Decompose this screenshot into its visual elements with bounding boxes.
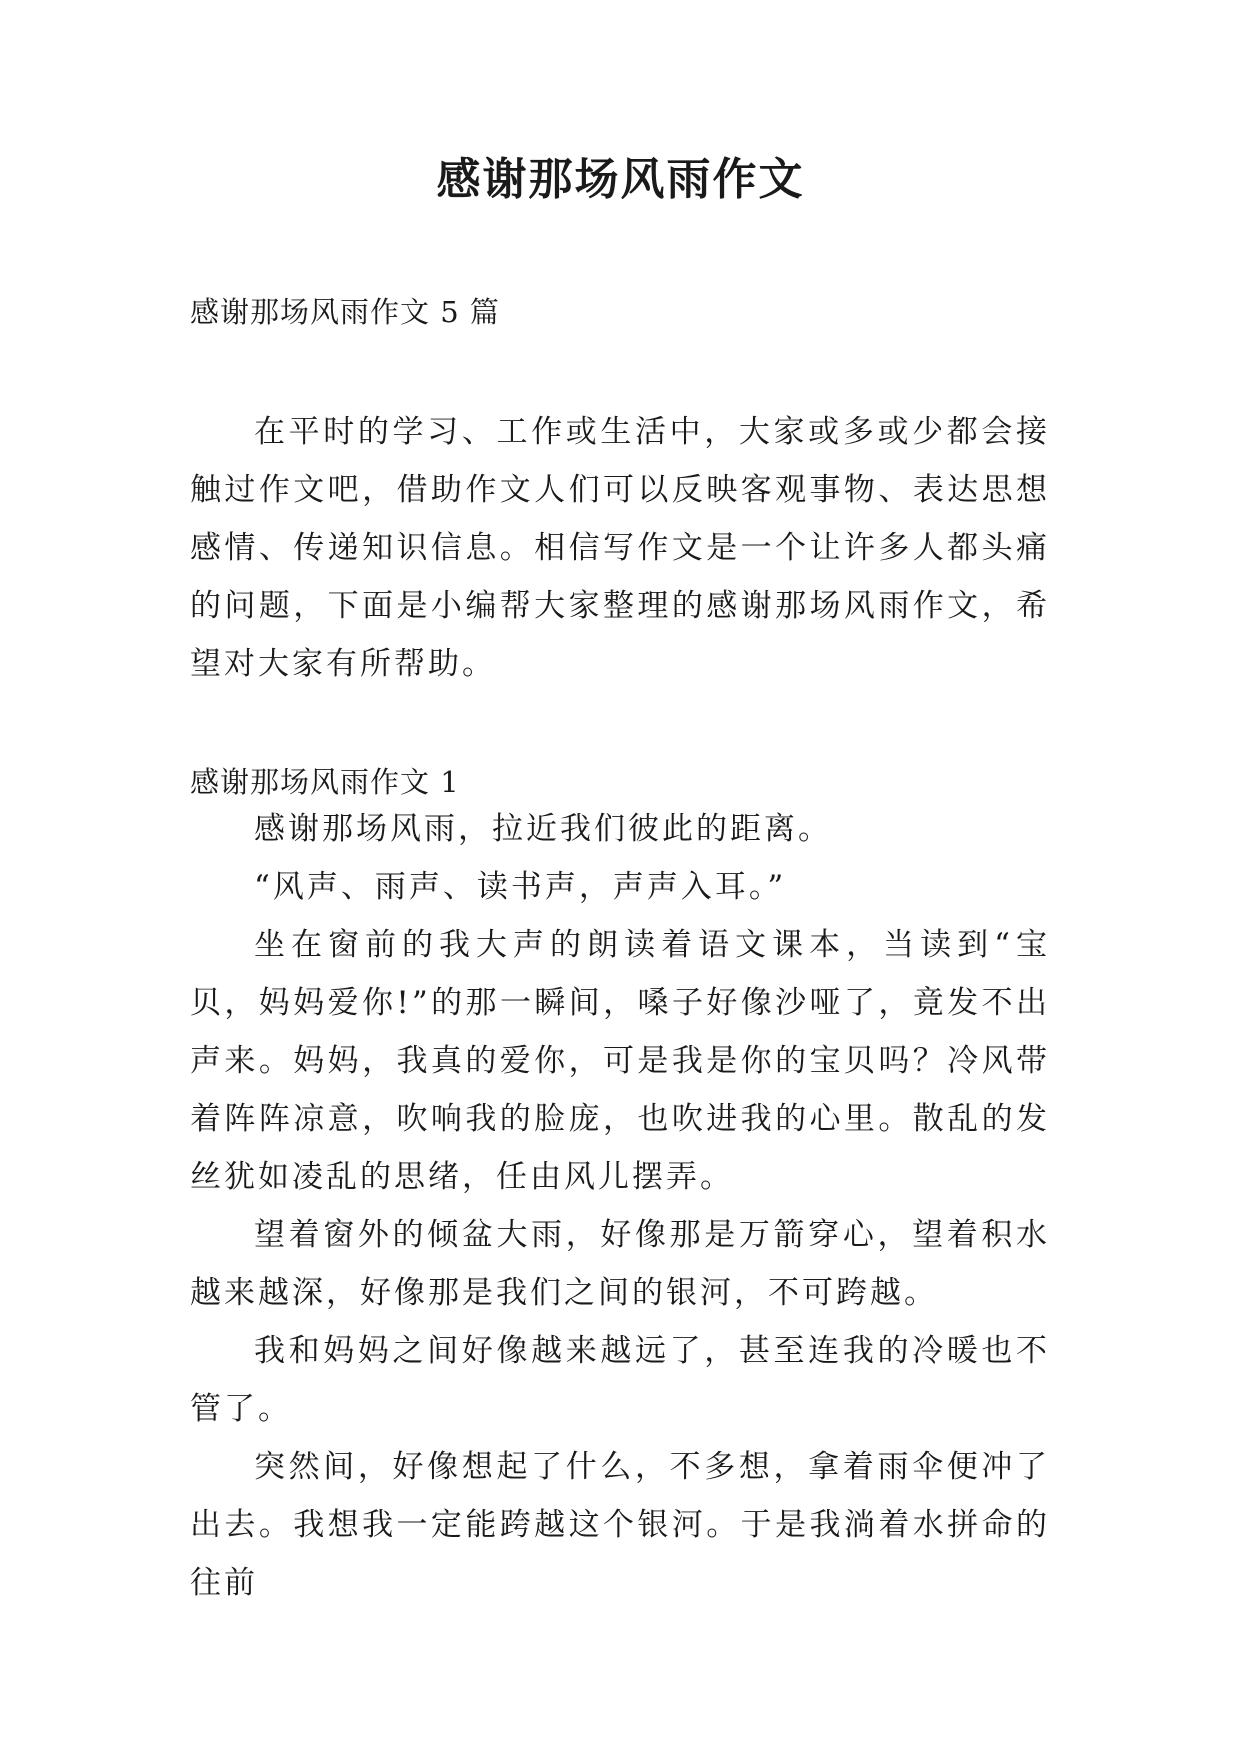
document-subtitle: 感谢那场风雨作文 5 篇 xyxy=(190,295,500,329)
intro-paragraph: 在平时的学习、工作或生活中，大家或多或少都会接触过作文吧，借助作文人们可以反映客观事物、表达思想感情、传递知识信息。相信写作文是一个让许多人都头痛的问题，下面是小编帮大家整理的感谢那场风雨作文，希望对大家有所帮助。 xyxy=(190,414,1050,682)
body-paragraph: “风声、雨声、读书声，声声入耳。” xyxy=(254,869,787,905)
body-paragraph: 坐在窗前的我大声的朗读着语文课本，当读到“宝贝，妈妈爱你!”的那一瞬间，嗓子好像沙哑了，竟发不出声来。妈妈，我真的爱你，可是我是你的宝贝吗？冷风带着阵阵凉意，吹响我的脸庞，也吹进我的心里。散乱的发丝犹如凌乱的思绪，任由风儿摆弄。 xyxy=(190,927,1050,1195)
body-paragraph: 望着窗外的倾盆大雨，好像那是万箭穿心，望着积水越来越深，好像那是我们之间的银河，不可跨越。 xyxy=(190,1217,1050,1311)
document-title: 感谢那场风雨作文 xyxy=(436,154,805,205)
body-paragraph: 突然间，好像想起了什么，不多想，拿着雨伞便冲了出去。我想我一定能跨越这个银河。于是我淌着水拼命的往前 xyxy=(190,1449,1050,1601)
body-paragraph: 我和妈妈之间好像越来越远了，甚至连我的冷暖也不管了。 xyxy=(190,1333,1050,1427)
section-heading: 感谢那场风雨作文 1 xyxy=(190,765,460,799)
body-paragraph: 感谢那场风雨，拉近我们彼此的距离。 xyxy=(254,811,832,847)
